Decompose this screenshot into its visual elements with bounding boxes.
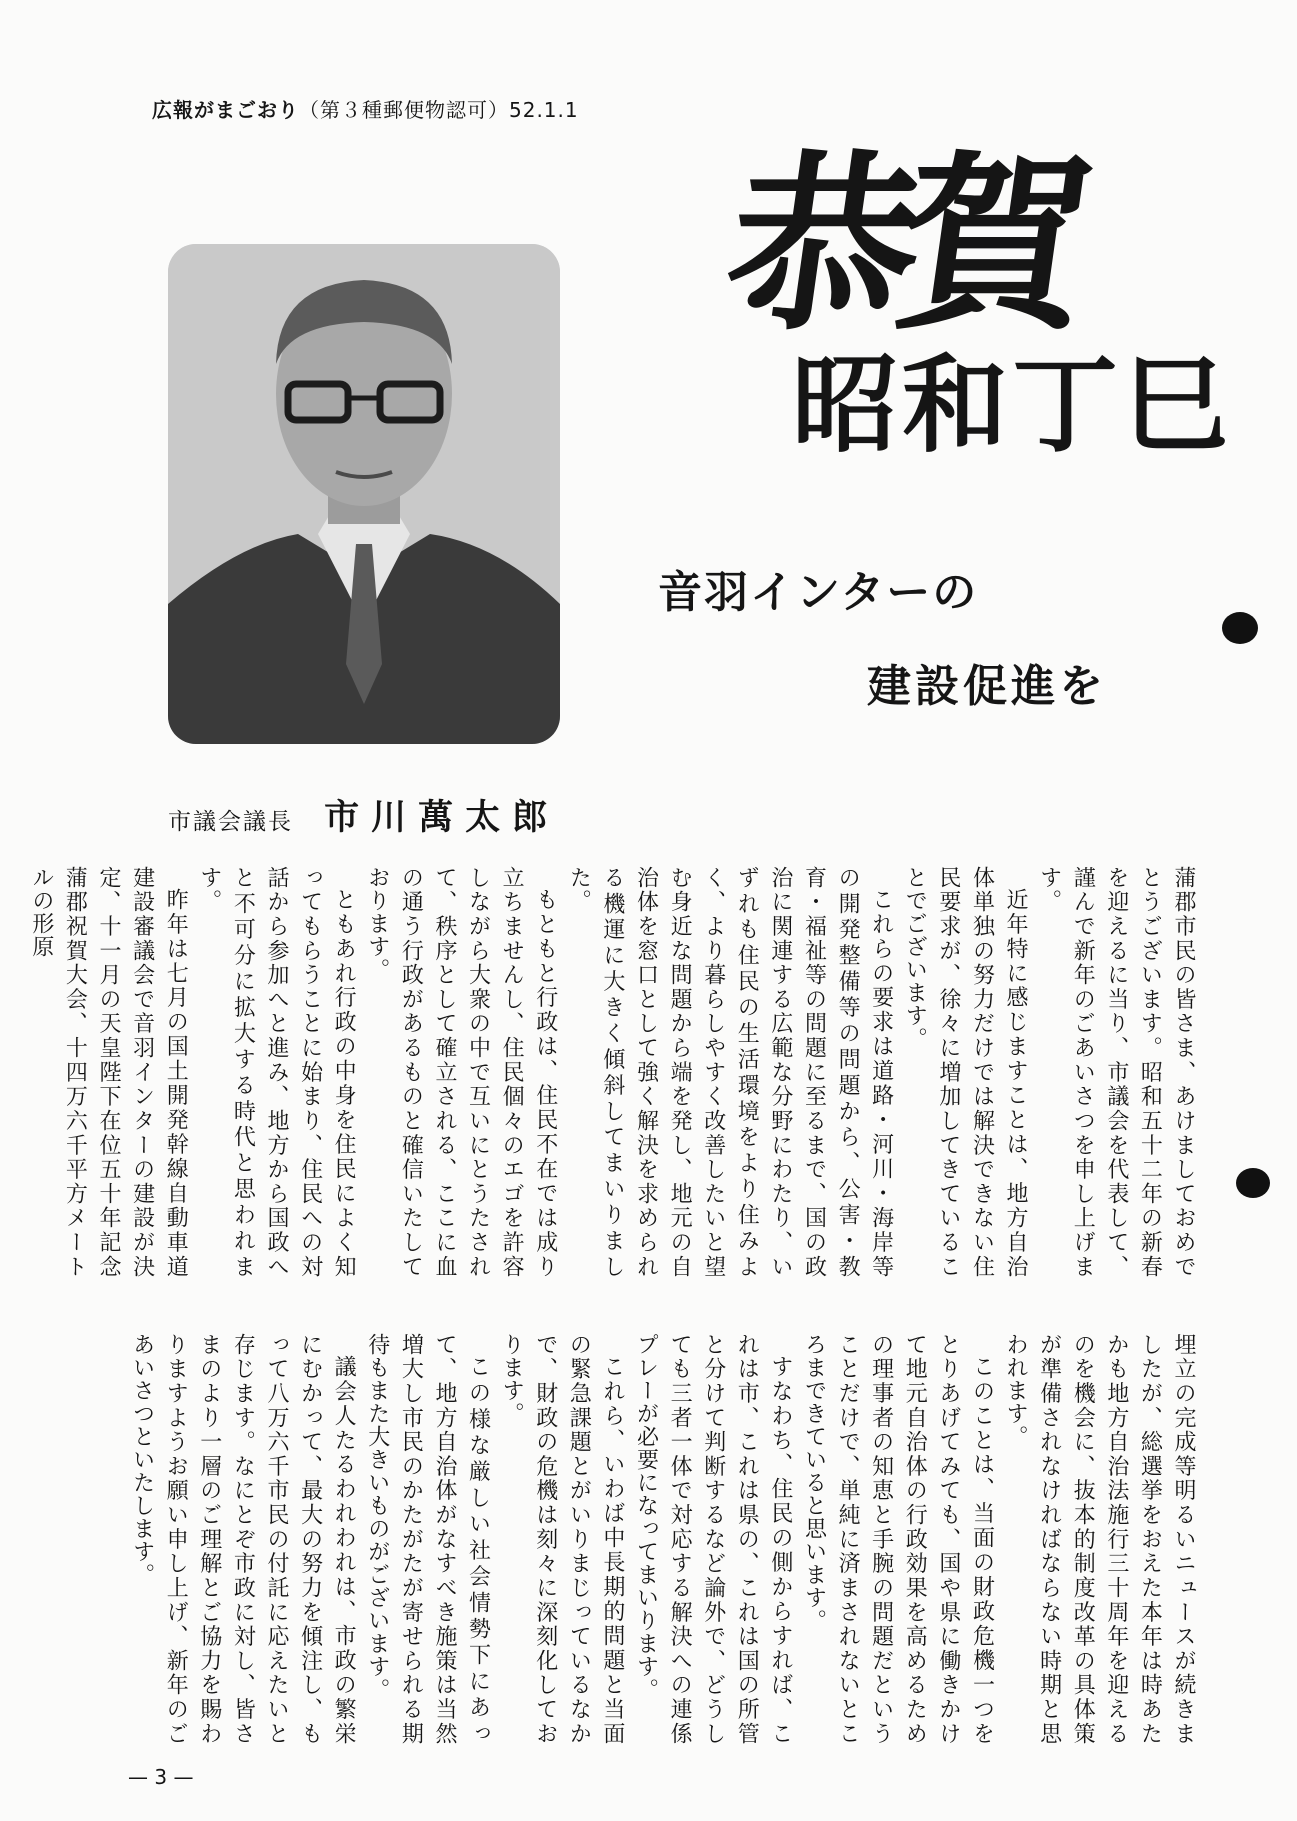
paragraph: これら、いわば中長期的問題と当面の緊急課題とがいりまじっているなかで、財政の危機は刻々に深刻化しております。 bbox=[499, 1333, 625, 1746]
paragraph: 近年特に感じますことは、地方自治体単独の努力だけでは解決できない住民要求が、徐々に増加してきていることでございます。 bbox=[902, 866, 1029, 1278]
paragraph: もともと行政は、住民不在では成り立ちませんし、住民個々のエゴを許容しながら大衆の中で互いにとうたされて、秩序として確立される、ここに血の通う行政があるものと確信いたしております。 bbox=[364, 866, 558, 1278]
ornament-dot bbox=[1236, 1168, 1270, 1198]
author-name: 市川萬太郎 bbox=[324, 797, 560, 838]
paragraph: このことは、当面の財政危機一つをとりあげてみても、国や県に働きかけて地元自治体の行政効果を高めるための理事者の知恵と手腕の問題だということだけで、単純に済まされないところまできていると思います。 bbox=[801, 1333, 995, 1745]
author-byline bbox=[168, 790, 559, 840]
greeting-era: 昭和丁巳 bbox=[792, 342, 1232, 467]
headline-line-1: 音羽インターの bbox=[658, 567, 979, 618]
paragraph: この様な厳しい社会情勢下にあって、地方自治体がなすべき施策は当然増大し市民のかたがたが寄せられる期待もまた大きいものがございます。 bbox=[364, 1333, 491, 1745]
masthead bbox=[152, 94, 579, 123]
portrait-photo bbox=[168, 244, 560, 744]
paragraph: 昨年は七月の国土開発幹線自動車道建設審議会で音羽インターの建設が決定、十一月の天皇陛下在位五十年記念蒲郡祝賀大会、十四万六千平方メートルの形原 bbox=[28, 866, 189, 1278]
article-body-upper bbox=[28, 866, 1200, 1278]
ornament-dot bbox=[1222, 612, 1258, 644]
paragraph: 議会人たるわれわれは、市政の繁栄にむかって、最大の努力を傾注し、もって八万六千市民の付託に応えたいと存じます。なにとぞ市政に対し、皆さまのより一層のご理解とご協力を賜わりますようお願い申し上げ、新年のごあいさつといたします。 bbox=[129, 1333, 357, 1745]
paragraph: 蒲郡市民の皆さま、あけましておめでとうございます。昭和五十二年の新春を迎えるに当り、市議会を代表して、謹んで新年のごあいさつを申し上げます。 bbox=[1036, 866, 1196, 1278]
paragraph: ともあれ行政の中身を住民によく知ってもらうことに始まり、住民への対話から参加へと進み、地方から国政へと不可分に拡大する時代と思われます。 bbox=[196, 866, 357, 1278]
paragraph: すなわち、住民の側からすれば、これは市、これは県の、これは国の所管と分けて判断するなど論外で、どうしても三者一体で対応する解決への連係プレーが必要になってまいります。 bbox=[633, 1333, 793, 1745]
article-body-lower bbox=[124, 1333, 1200, 1745]
paragraph: 埋立の完成等明るいニュースが続きましたが、総選挙をおえた本年は時あたかも地方自治法施行三十周年を迎えるのを機会に、抜本的制度改革の具体策が準備されなければならない時期と思われます。 bbox=[1003, 1333, 1196, 1745]
headline-line-2: 建設促進を bbox=[867, 661, 1107, 712]
page-number: — 3 — bbox=[128, 1765, 194, 1789]
greeting-title: 恭賀 bbox=[714, 133, 1086, 356]
masthead-permit: （第３種郵便物認可） bbox=[299, 98, 509, 122]
author-role: 市議会議長 bbox=[168, 809, 293, 835]
masthead-date: 52.1.1 bbox=[509, 98, 579, 122]
paragraph: これらの要求は道路・河川・海岸等の開発整備等の問題から、公害・教育・福祉等の問題に至るまで、国の政治に関連する広範な分野にわたり、いずれも住民の生活環境をより住みよく、より暮らしやすく改善したいと望む身近な問題から端を発し、地元の自治体を窓口として強く解決を求められる機運に大きく傾斜してまいりました。 bbox=[566, 866, 894, 1278]
masthead-title: 広報がまごおり bbox=[152, 98, 299, 122]
